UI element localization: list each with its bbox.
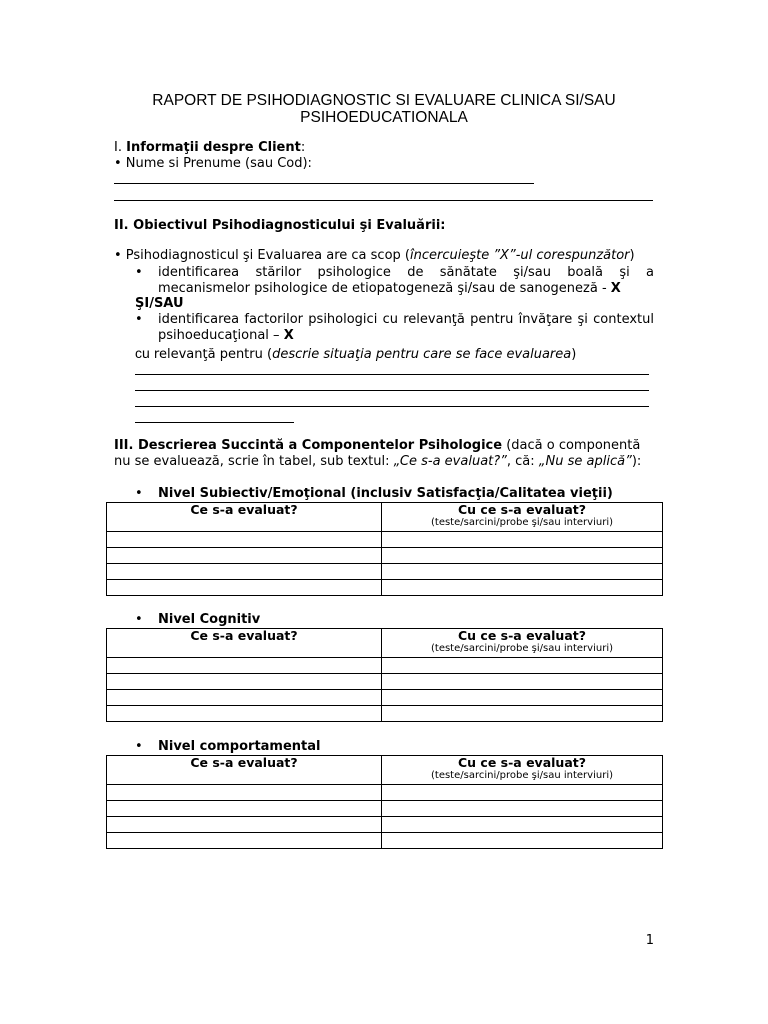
and-or-label: ŞI/SAU bbox=[135, 296, 184, 311]
table-cell[interactable] bbox=[382, 706, 663, 722]
table-cell[interactable] bbox=[382, 674, 663, 690]
table-cell[interactable] bbox=[107, 674, 382, 690]
table-cell[interactable] bbox=[382, 817, 663, 833]
relevance-fill-line[interactable] bbox=[135, 406, 649, 407]
document-title: RAPORT DE PSIHODIAGNOSTIC SI EVALUARE CLINICA SI/SAU PSIHOEDUCATIONALA bbox=[152, 92, 616, 126]
table-cell[interactable] bbox=[382, 580, 663, 596]
relevance-label: cu relevanţă pentru (descrie situaţia pentru care se face evaluarea) bbox=[135, 345, 577, 362]
relevance-fill-line[interactable] bbox=[135, 374, 649, 375]
table-cell[interactable] bbox=[382, 564, 663, 580]
bullet-icon: • bbox=[135, 312, 143, 327]
relevance-fill-line[interactable] bbox=[135, 390, 649, 391]
table-cell[interactable] bbox=[382, 785, 663, 801]
table-cell[interactable] bbox=[382, 801, 663, 817]
client-name-fill-line-2[interactable] bbox=[114, 200, 653, 201]
option-x-mark-1[interactable]: X bbox=[610, 281, 621, 296]
cognitive-eval-table bbox=[106, 628, 663, 722]
table-cell[interactable] bbox=[382, 658, 663, 674]
bullet-icon: • bbox=[135, 739, 143, 754]
table-cell[interactable] bbox=[382, 532, 663, 548]
option-x-mark-2[interactable]: X bbox=[283, 328, 294, 343]
table-cell[interactable] bbox=[107, 690, 382, 706]
relevance-fill-line[interactable] bbox=[135, 422, 294, 423]
table-cell[interactable] bbox=[107, 833, 382, 849]
section-1-heading: I. Informaţii despre Client: bbox=[114, 140, 306, 155]
table-cell[interactable] bbox=[107, 817, 382, 833]
table-cell[interactable] bbox=[107, 580, 382, 596]
bullet-icon: • bbox=[135, 265, 143, 280]
level-subjective-heading: Nivel Subiectiv/Emoţional (inclusiv Satisfacţia/Calitatea vieţii) bbox=[158, 486, 613, 501]
col-what-evaluated-header: Ce s-a evaluat? bbox=[107, 756, 382, 785]
table-cell[interactable] bbox=[107, 801, 382, 817]
col-how-evaluated-header: Cu ce s-a evaluat? (teste/sarcini/probe şi/sau interviuri) bbox=[382, 503, 663, 532]
col-what-evaluated-header: Ce s-a evaluat? bbox=[107, 503, 382, 532]
objective-item-1-line-1: identificarea stărilor psihologice de sănătate şi/sau boală şi a bbox=[158, 265, 654, 280]
section-3-instructions: nu se evaluează, scrie în tabel, sub textul: „Ce s-a evaluat?”, că: „Nu se aplică”): bbox=[114, 454, 642, 469]
objective-item-2-line-1: identificarea factorilor psihologici cu relevanţă pentru învăţare şi contextul bbox=[158, 312, 654, 327]
objective-item-1-line-2: mecanismelor psihologice de etiopatogeneză şi/sau de sanogeneză - X bbox=[158, 281, 621, 296]
client-name-label: • Nume si Prenume (sau Cod): bbox=[114, 156, 312, 171]
table-cell[interactable] bbox=[107, 548, 382, 564]
table-cell[interactable] bbox=[107, 785, 382, 801]
objective-intro: • Psihodiagnosticul şi Evaluarea are ca scop (încercuieşte ”X”-ul corespunzător) bbox=[114, 248, 635, 263]
table-cell[interactable] bbox=[107, 564, 382, 580]
table-cell[interactable] bbox=[382, 833, 663, 849]
subjective-eval-table bbox=[106, 502, 663, 596]
client-name-fill-line[interactable] bbox=[114, 183, 534, 184]
bullet-icon: • bbox=[135, 486, 143, 501]
bullet-icon: • bbox=[135, 612, 143, 627]
section-3-heading: III. Descrierea Succintă a Componentelor Psihologice (dacă o componentă bbox=[114, 438, 641, 453]
col-how-evaluated-header: Cu ce s-a evaluat? (teste/sarcini/probe şi/sau interviuri) bbox=[382, 629, 663, 658]
col-what-evaluated-header: Ce s-a evaluat? bbox=[107, 629, 382, 658]
level-cognitive-heading: Nivel Cognitiv bbox=[158, 612, 261, 627]
section-2-heading: II. Obiectivul Psihodiagnosticului şi Evaluării: bbox=[114, 218, 446, 233]
table-cell[interactable] bbox=[107, 532, 382, 548]
page-number: 1 bbox=[645, 933, 654, 948]
objective-item-2-line-2: psihoeducaţional – X bbox=[158, 328, 294, 343]
level-behavioral-heading: Nivel comportamental bbox=[158, 739, 321, 754]
table-cell[interactable] bbox=[382, 690, 663, 706]
table-cell[interactable] bbox=[107, 658, 382, 674]
col-how-evaluated-header: Cu ce s-a evaluat? (teste/sarcini/probe şi/sau interviuri) bbox=[382, 756, 663, 785]
behavioral-eval-table bbox=[106, 755, 663, 849]
table-cell[interactable] bbox=[107, 706, 382, 722]
table-cell[interactable] bbox=[382, 548, 663, 564]
